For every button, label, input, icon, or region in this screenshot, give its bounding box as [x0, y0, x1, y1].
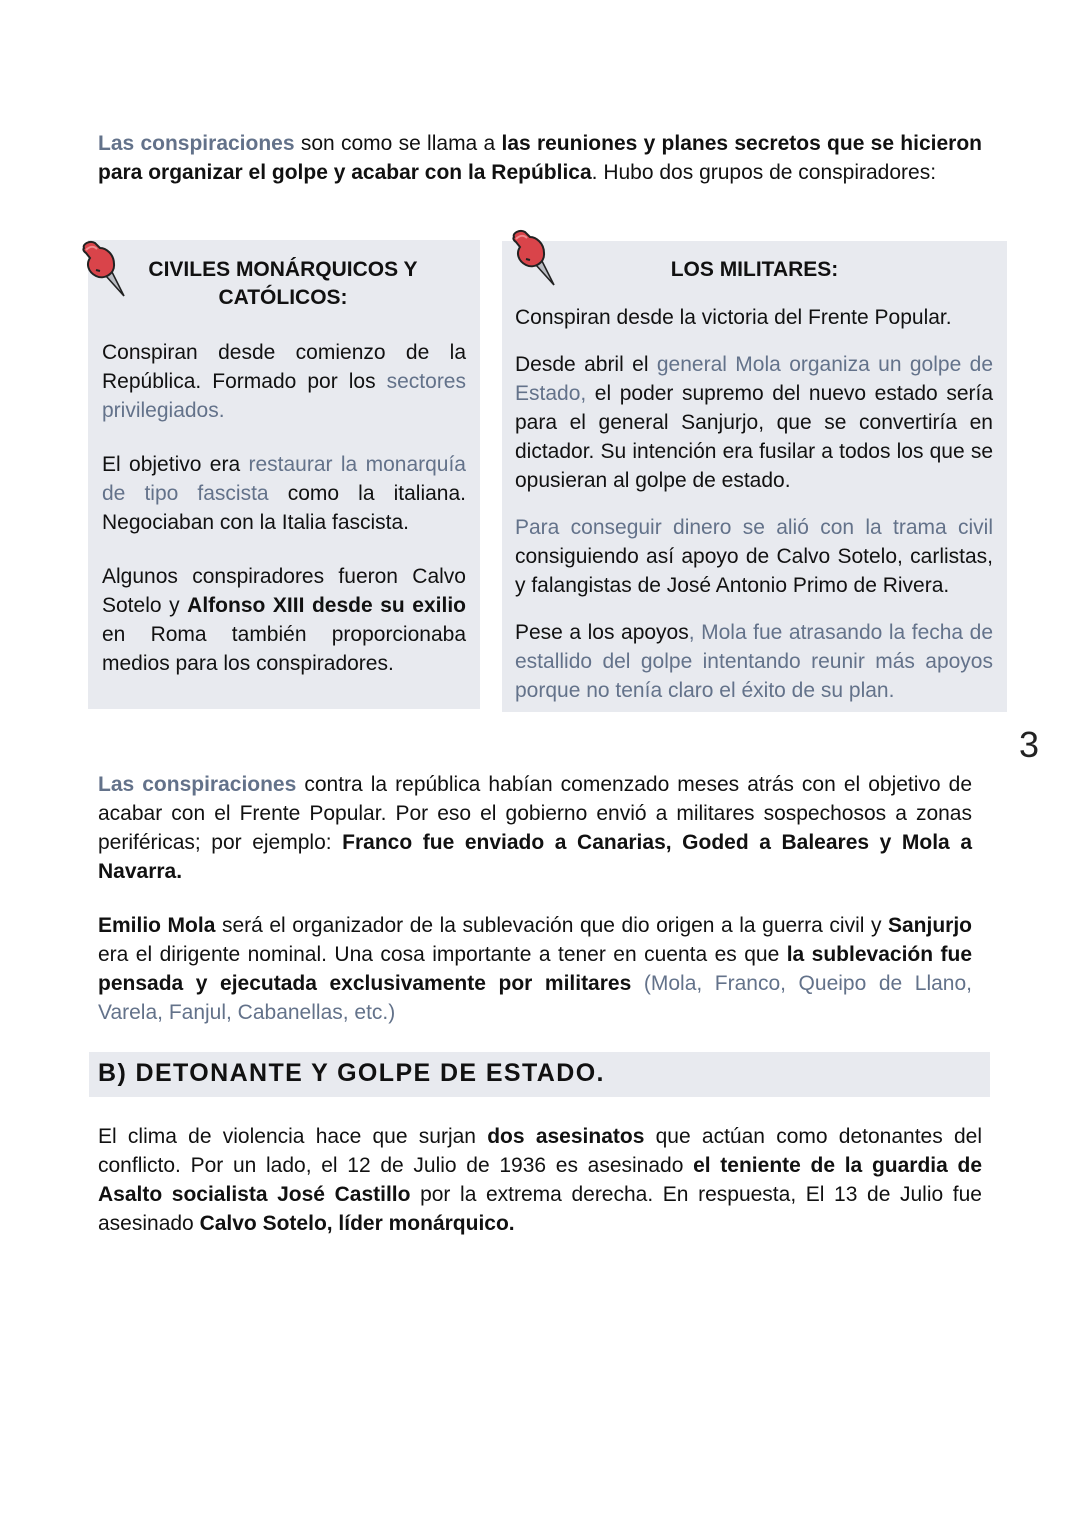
detonante-paragraph: El clima de violencia hace que surjan dos asesinatos que actúan como detonantes del conflicto. Por un lado, el 12 de Julio de 1936 es asesinado el teniente de la guardia de Asalto socialista José Castillo por la extrema derecha. En respuesta, El 13 de Julio fue asesinado Calvo Sotelo, líder monárquico.: [98, 1125, 982, 1235]
section-title: B) DETONANTE Y GOLPE DE ESTADO.: [98, 1059, 605, 1087]
intro-accent: Las conspiraciones: [98, 132, 295, 155]
conspiraciones-paragraph: Las conspiraciones contra la república habían comenzado meses atrás con el objetivo de acabar con el Frente Popular. Por eso el gobierno envió a militares sospechosos a zonas periféricas; por ejemplo: Franco fue enviado a Canarias, Goded a Baleares y Mola a Navarra.: [98, 773, 973, 883]
accent-text: general Mola organiza un golpe de Estado,: [515, 353, 993, 405]
militares-p4: Pese a los apoyos, Mola fue atrasando la fecha de estallido del golpe intentando reunir más apoyos porque no tenía claro el éxito de su plan.: [515, 621, 994, 702]
intro-paragraph: [98, 129, 982, 187]
para2-accent: Las conspiraciones: [98, 773, 297, 796]
militares-box-body: [515, 303, 993, 705]
militares-box-title: LOS MILITARES:: [670, 258, 839, 281]
accent-text: sectores privilegiados.: [102, 370, 466, 422]
militares-p3: Para conseguir dinero se alió con la trama civil consiguiendo así apoyo de Calvo Sotelo, carlistas, y falangistas de José Antonio Primo de Rivera.: [515, 516, 993, 597]
accent-text: Para conseguir dinero se alió con la trama civil: [515, 516, 993, 539]
intro-bold: las reuniones y planes secretos que se hicieron para organizar el golpe y acabar con la República: [98, 132, 982, 184]
section-header-b: [89, 1052, 990, 1097]
intro-text: son como se llama a: [294, 132, 502, 155]
intro-text-2: . Hubo dos grupos de conspiradores:: [591, 161, 937, 184]
militares-box: [502, 241, 1007, 712]
accent-text: (Mola, Franco, Queipo de Llano, Varela, Fanjul, Cabanellas, etc.): [98, 972, 972, 1024]
accent-text: , Mola fue atrasando la fecha de estallido del golpe intentando reunir más apoyos porque no tenía claro el éxito de su plan.: [515, 621, 994, 702]
civiles-box: [88, 240, 480, 709]
accent-text: restaurar la monarquía de tipo fascista: [102, 453, 466, 505]
pushpin-icon: [78, 240, 130, 300]
civiles-p3: Algunos conspiradores fueron Calvo Sotelo y Alfonso XIII desde su exilio en Roma también proporcionaba medios para los conspiradores.: [102, 565, 466, 675]
page-number: 3: [1019, 724, 1040, 765]
pushpin-icon: [508, 229, 560, 289]
militares-p1: Conspiran desde la victoria del Frente Popular.: [515, 306, 952, 329]
civiles-box-title: CIVILES MONÁRQUICOS Y CATÓLICOS:: [148, 258, 418, 309]
civiles-p1: Conspiran desde comienzo de la República. Formado por los sectores privilegiados.: [102, 341, 466, 422]
civiles-p2: El objetivo era restaurar la monarquía de tipo fascista como la italiana. Negociaban con la Italia fascista.: [102, 453, 466, 534]
militares-p2: Desde abril el general Mola organiza un golpe de Estado, el poder supremo del nuevo estado sería para el general Sanjurjo, que se convertiría en dictador. Su intención era fusilar a todos los que se opusieran al golpe de estado.: [515, 353, 993, 492]
mola-paragraph: Emilio Mola será el organizador de la sublevación que dio origen a la guerra civil y Sanjurjo era el dirigente nominal. Una cosa importante a tener en cuenta es que la sublevación fue pensada y ejecutada exclusivamente por militares (Mola, Franco, Queipo de Llano, Varela, Fanjul, Cabanellas, etc.): [98, 914, 973, 1024]
civiles-box-body: [102, 338, 466, 678]
